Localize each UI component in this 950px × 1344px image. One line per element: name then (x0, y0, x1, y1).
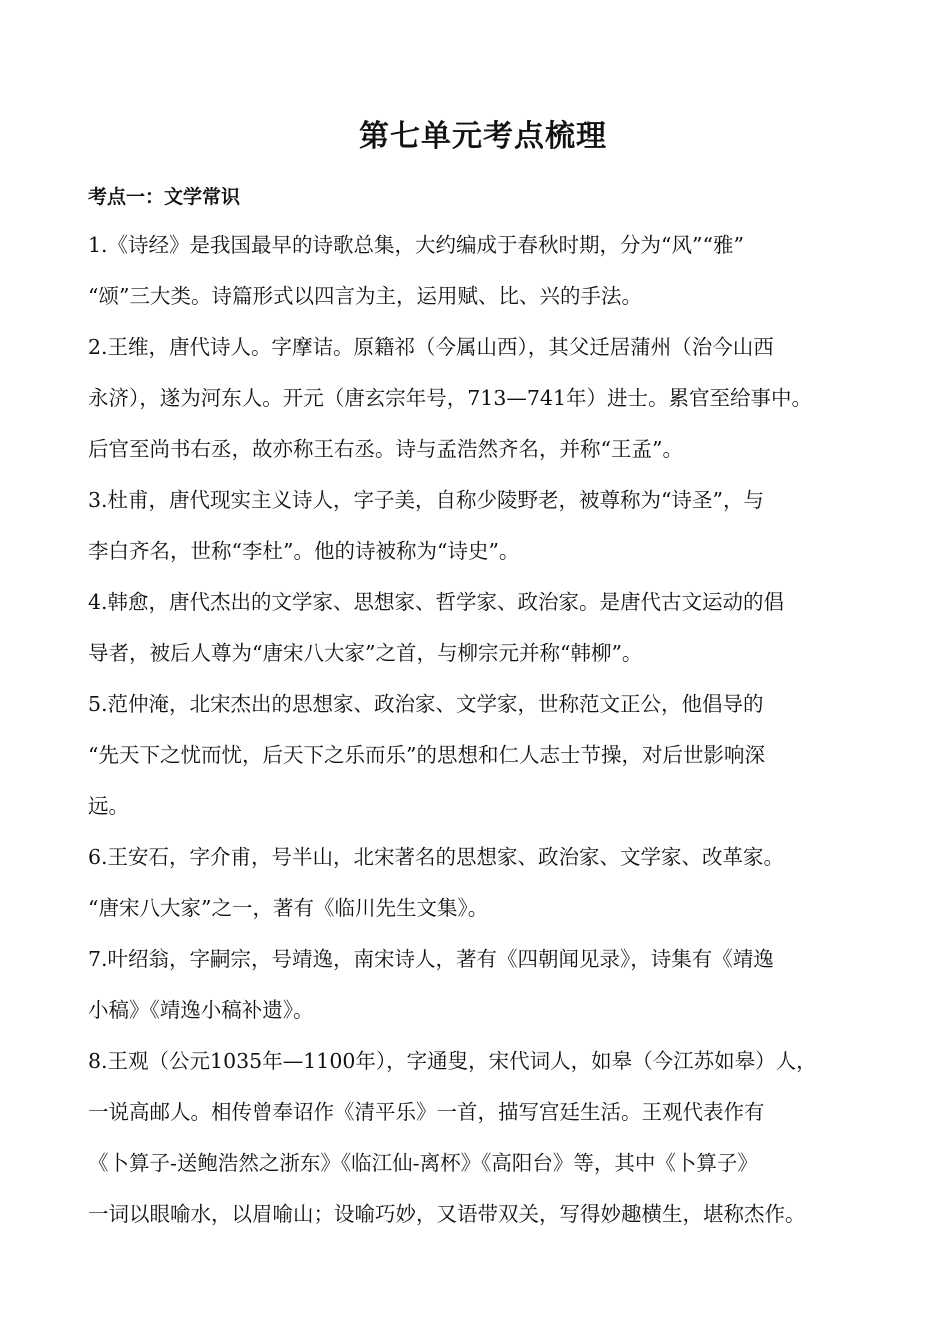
text-line: 4.韩愈，唐代杰出的文学家、思想家、哲学家、政治家。是唐代古文运动的倡 (88, 590, 785, 614)
text-line: 2.王维，唐代诗人。字摩诘。原籍祁（今属山西），其父迁居蒲州（治今山西 (88, 335, 774, 359)
text-line: 7.叶绍翁，字嗣宗，号靖逸，南宋诗人，著有《四朝闻见录》，诗集有《靖逸 (88, 947, 774, 971)
text-line: 《卜算子-送鲍浩然之浙东》《临江仙-离杯》《高阳台》等，其中《卜算子》 (88, 1151, 758, 1175)
text-line: 5.范仲淹，北宋杰出的思想家、政治家、文学家，世称范文正公，他倡导的 (88, 692, 764, 716)
text-line: 导者，被后人尊为“唐宋八大家”之首，与柳宗元并称“韩柳”。 (88, 641, 643, 665)
text-line: 永济），遂为河东人。开元（唐玄宗年号，713—741年）进士。累官至给事中。 (88, 386, 813, 410)
text-line: 小稿》《靖逸小稿补遗》。 (88, 998, 314, 1022)
text-line: 后官至尚书右丞，故亦称王右丞。诗与孟浩然齐名，并称“王孟”。 (88, 437, 683, 461)
text-line: “颂”三大类。诗篇形式以四言为主，运用赋、比、兴的手法。 (88, 284, 642, 308)
text-line: “唐宋八大家”之一，著有《临川先生文集》。 (88, 896, 489, 920)
section-heading: 考点一：文学常识 (88, 186, 241, 208)
text-line: 1.《诗经》是我国最早的诗歌总集，大约编成于春秋时期，分为“风”“雅” (88, 233, 744, 257)
text-line: 6.王安石，字介甫，号半山，北宋著名的思想家、政治家、文学家、改革家。 (88, 845, 785, 869)
text-line: 8.王观（公元1035年—1100年），字通叟，宋代词人，如皋（今江苏如皋）人， (88, 1049, 817, 1073)
text-line: “先天下之忧而忧，后天下之乐而乐”的思想和仁人志士节操，对后世影响深 (88, 743, 765, 767)
text-line: 3.杜甫，唐代现实主义诗人，字子美，自称少陵野老，被尊称为“诗圣”，与 (88, 488, 765, 512)
text-line: 远。 (88, 794, 129, 818)
text-body (88, 220, 878, 1240)
page-title: 第七单元考点梳理 (359, 119, 607, 154)
text-line: 李白齐名，世称“李杜”。他的诗被称为“诗史”。 (88, 539, 520, 563)
text-line: 一说高邮人。相传曾奉诏作《清平乐》一首，描写宫廷生活。王观代表作有 (88, 1100, 765, 1124)
text-line: 一词以眼喻水，以眉喻山；设喻巧妙，又语带双关，写得妙趣横生，堪称杰作。 (88, 1202, 806, 1226)
